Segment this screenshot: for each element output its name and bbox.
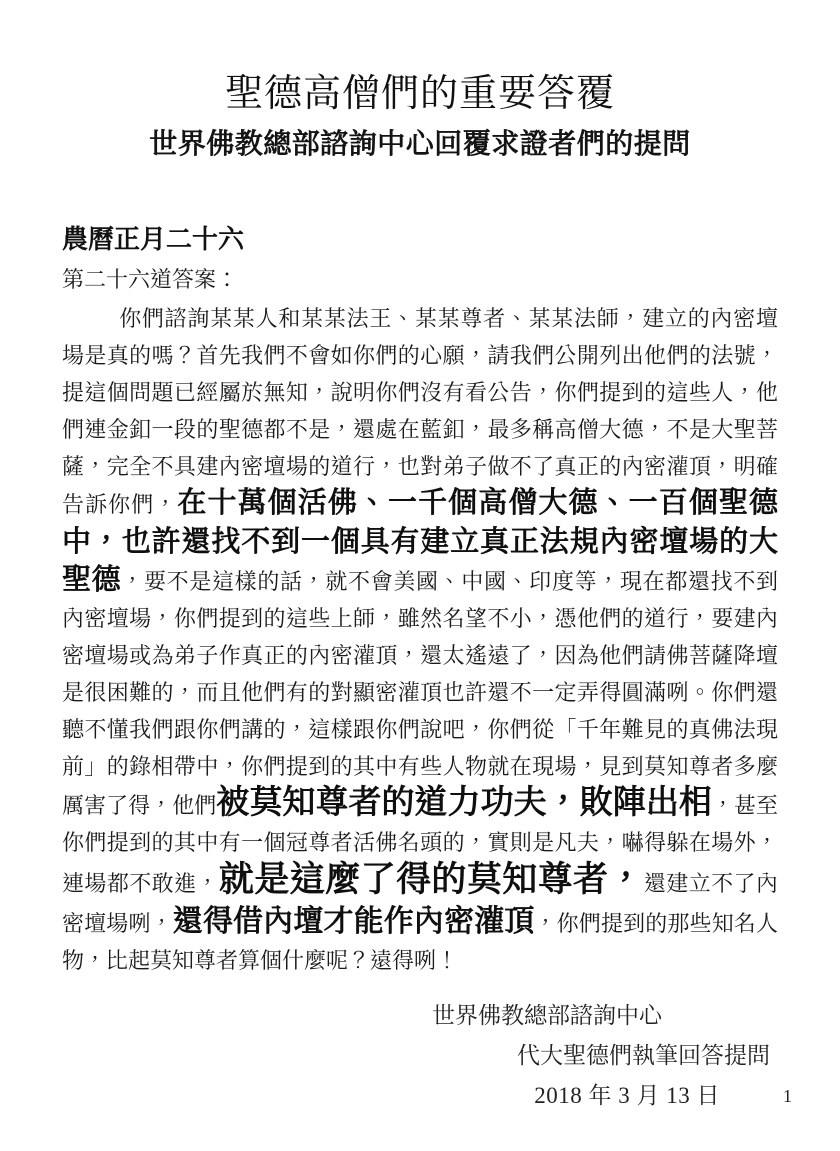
body-run-emphasis: 還得借內壇才能作內密灌頂 (172, 904, 535, 938)
body-run: ，甚至你們提到的其中有一個冠尊者活佛名頭的，實則是凡夫，嚇得躲在場外，連場都不敢進， (62, 793, 778, 897)
body-run-emphasis: 被莫知尊者的道力功夫，敗陣出相 (216, 785, 712, 822)
answer-body (62, 300, 778, 979)
body-run-emphasis: 在十萬個活佛、一千個高僧大德、一百個聖德中，也許還找不到一個具有建立真正法規內密壇場的大聖德 (62, 487, 778, 596)
signature-block (62, 996, 778, 1116)
document-subtitle: 世界佛教總部諮詢中心回覆求證者們的提問 (149, 129, 691, 160)
signature-date: 2018 年 3 月 13 日 (534, 1082, 720, 1108)
body-run: 你們諮詢某某人和某某法王、某某尊者、某某法師，建立的內密壇場是真的嗎？首先我們不會如你們的心願，請我們公開列出他們的法號，提這個問題已經屬於無知，說明你們沒有看公告，你們提到的這些人，他們連金釦一段的聖德都不是，還處在藍釦，最多稱高僧大德，不是大聖菩薩，完全不具建內密壇場的道行，也對弟子做不了真正的內密灌頂，明確告訴你們， (62, 306, 778, 518)
body-run: 還建立不了內密壇場咧， (62, 871, 778, 936)
signature-author: 代大聖德們執筆回答提問 (517, 1042, 770, 1068)
page-number: 1 (783, 1086, 792, 1106)
body-run-emphasis: 就是這麼了得的莫知尊者， (218, 860, 644, 900)
answer-number-heading: 第二十六道答案： (62, 267, 239, 292)
body-run: ，你們提到的那些知名人物，比起莫知尊者算個什麼呢？遠得咧！ (62, 910, 778, 973)
lunar-date-heading: 農曆正月二十六 (62, 225, 245, 254)
signature-org: 世界佛教總部諮詢中心 (432, 1002, 662, 1028)
body-run: ，要不是這樣的話，就不會美國、中國、印度等，現在都還找不到內密壇場，你們提到的這些上師，雖然名望不小，憑他們的道行，要建內密壇場或為弟子作真正的內密灌頂，還太遙遠了，因為他們請佛菩薩降壇是很困難的，而且他們有的對顯密灌頂也許還不一定弄得圓滿咧。你們還聽不懂我們跟你們講的，這樣跟你們說吧，你們從「千年難見的真佛法現前」的錄相帶中，你們提到的其中有些人物就在現場，見到莫知尊者多麼厲害了得，他們 (62, 568, 778, 819)
document-title: 聖德高僧們的重要答覆 (224, 73, 615, 115)
